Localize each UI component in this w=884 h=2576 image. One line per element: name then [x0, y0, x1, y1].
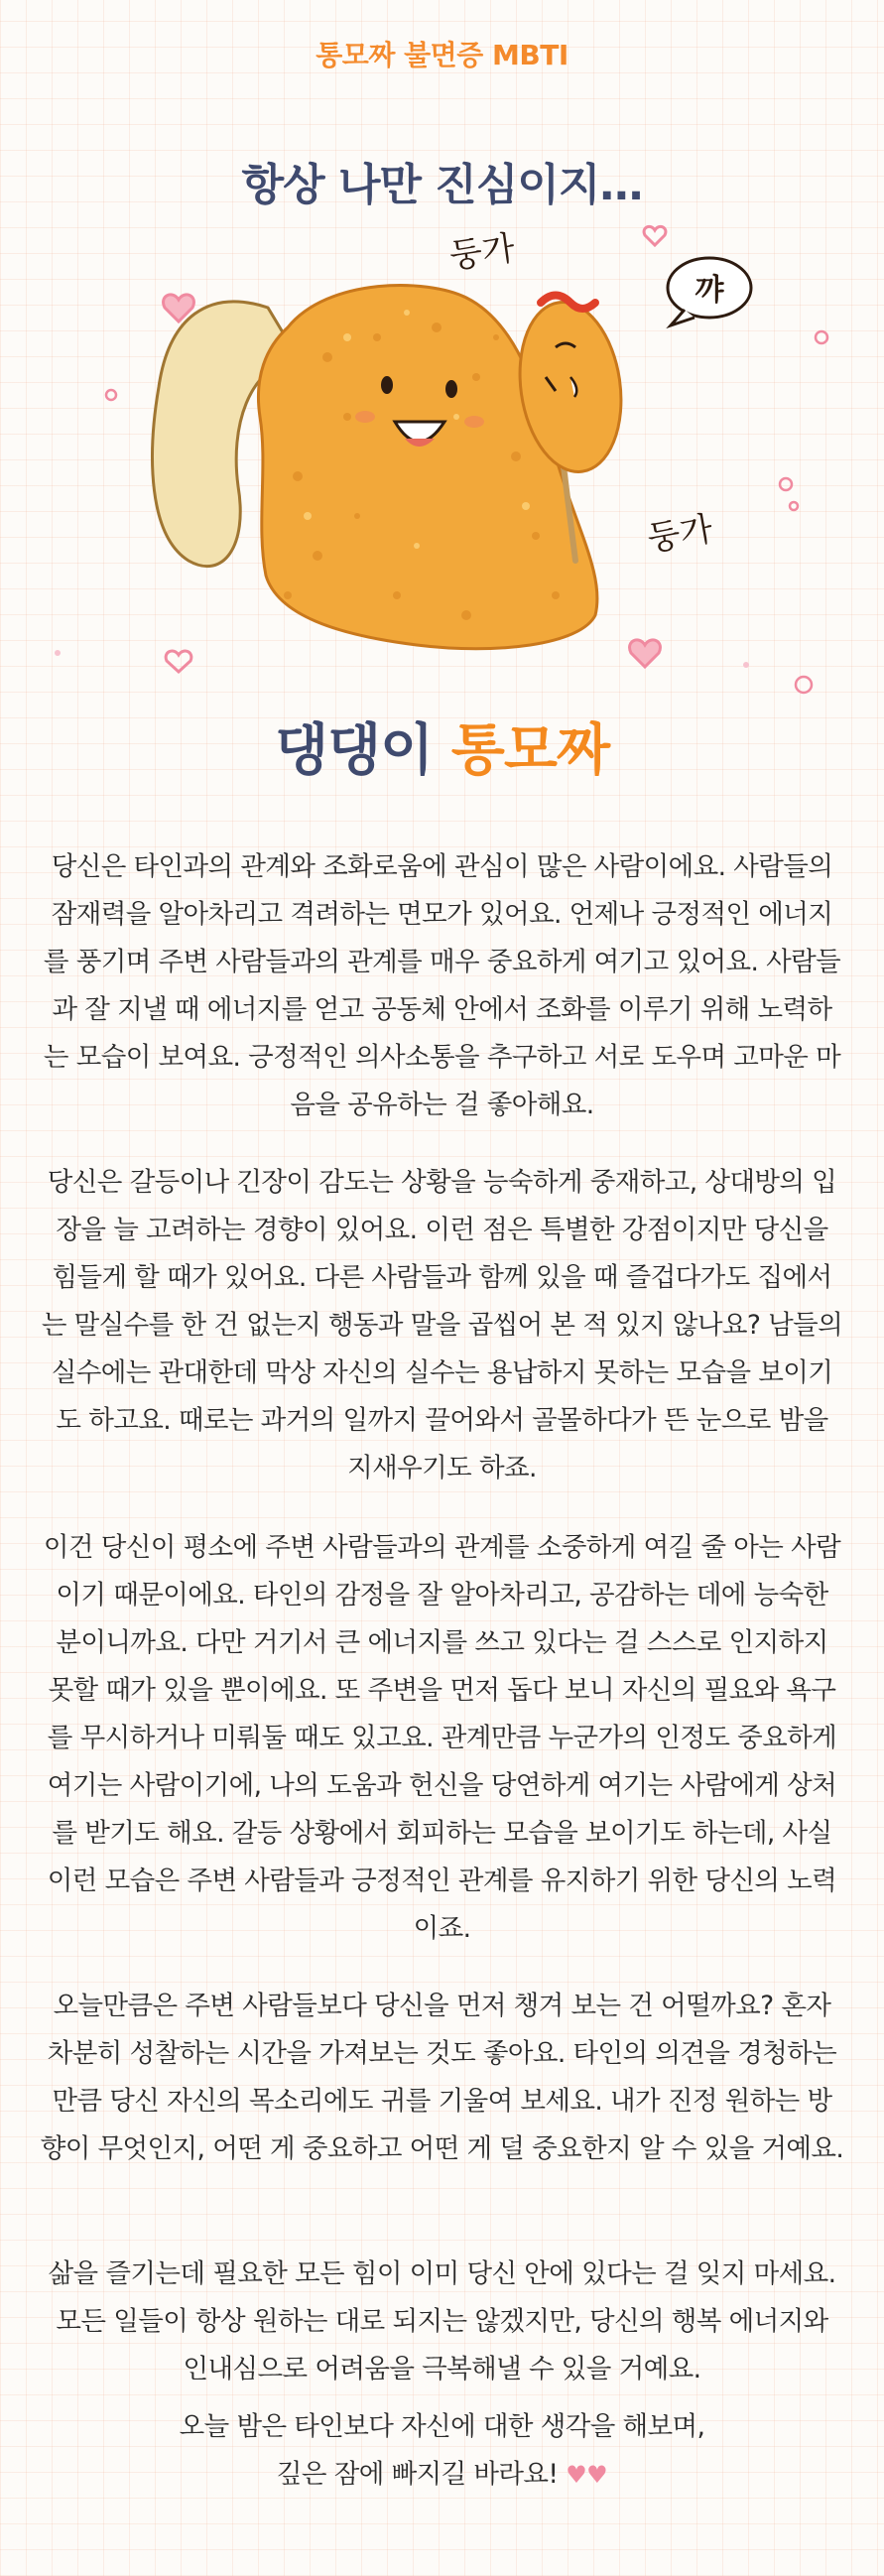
hearts-icon: ♥♥	[566, 2461, 608, 2489]
sfx-left: 둥가	[446, 228, 518, 277]
result-title	[0, 707, 884, 786]
hero-illustration	[0, 218, 884, 695]
sparkle-icon	[743, 662, 749, 668]
paragraph-3: 이건 당신이 평소에 주변 사람들과의 관계를 소중하게 여길 줄 아는 사람이기 때문이에요. 타인의 감정을 잘 알아차리고, 공감하는 데에 능숙한 분이니까요. 다만 거기서 큰 에너지를 쓰고 있다는 걸 스스로 인지하지 못할 때가 있을 뿐이에요. 또 주변을 먼저 돕다 보니 자신의 필요와 욕구를 무시하거나 미뤄둘 때도 있고요. 관계만큼 누군가의 인정도 중요하게 여기는 사람이기에, 나의 도움과 헌신을 당연하게 여기는 사람에게 상처를 받기도 해요. 갈등 상황에서 회피하는 모습을 보이기도 하는데, 사실 이런 모습은 주변 사람들과 긍정적인 관계를 유지하기 위한 당신의 노력이죠.	[43, 1532, 841, 1944]
paragraph-6-line-2-text: 깊은 잠에 빠지길 바라요!	[276, 2459, 559, 2490]
bubble-icon	[816, 331, 827, 343]
bubble-icon	[780, 478, 792, 490]
sparkle-icon	[55, 650, 61, 656]
headline: 항상 나만 진심이지…	[241, 160, 643, 210]
result-type: 통모짜	[450, 718, 610, 783]
paragraph-6-line-1: 오늘 밤은 타인보다 자신에 대한 생각을 해보며,	[179, 2411, 705, 2442]
paragraph-2: 당신은 갈등이나 긴장이 감도는 상황을 능숙하게 중재하고, 상대방의 입장을 늘 고려하는 경향이 있어요. 이런 점은 특별한 강점이지만 당신을 힘들게 할 때가 있어요. 다른 사람들과 함께 있을 때 즐겁다가도 집에서는 말실수를 한 건 없는지 행동과 말을 곱씹어 본 적 있지 않나요? 남들의 실수에는 관대한데 막상 자신의 실수는 용납하지 못하는 모습을 보이기도 하고요. 때로는 과거의 일까지 끌어와서 골몰하다가 뜬 눈으로 밤을 지새우기도 하죠.	[41, 1167, 843, 1483]
paragraph-6-line-2	[40, 2451, 844, 2499]
heart-icon	[644, 226, 666, 245]
bubble-icon	[796, 677, 812, 693]
result-prefix: 댕댕이	[274, 718, 434, 783]
sfx-right: 둥가	[644, 509, 716, 560]
heart-icon	[166, 651, 191, 672]
paragraph-4: 오늘만큼은 주변 사람들보다 당신을 먼저 챙겨 보는 건 어떨까요? 혼자 차분히 성찰하는 시간을 가져보는 것도 좋아요. 타인의 의견을 경청하는 만큼 당신 자신의 목소리에도 귀를 기울여 보세요. 내가 진정 원하는 방향이 무엇인지, 어떤 게 중요하고 어떤 게 덜 중요한지 알 수 있을 거예요.	[40, 1991, 844, 2164]
speech-text: 꺄	[695, 273, 724, 308]
paragraph-6	[40, 2403, 844, 2499]
paragraph-1: 당신은 타인과의 관계와 조화로움에 관심이 많은 사람이에요. 사람들의 잠재력을 알아차리고 격려하는 면모가 있어요. 언제나 긍정적인 에너지를 풍기며 주변 사람들과의 관계를 매우 중요하게 여기고 있어요. 사람들과 잘 지낼 때 에너지를 얻고 공동체 안에서 조화를 이루기 위해 노력하는 모습이 보여요. 긍정적인 의사소통을 추구하고 서로 도우며 고마운 마음을 공유하는 걸 좋아해요.	[43, 851, 841, 1120]
heart-icon	[630, 640, 661, 667]
bubble-icon	[790, 502, 798, 510]
header-tag: 통모짜 불면증 MBTI	[316, 39, 568, 71]
bubble-icon	[106, 390, 116, 400]
speech-bubble	[668, 258, 751, 325]
paragraph-5: 삶을 즐기는데 필요한 모든 힘이 이미 당신 안에 있다는 걸 잊지 마세요. 모든 일들이 항상 원하는 대로 되지는 않겠지만, 당신의 행복 에너지와 인내심으로 어려움을 극복해낼 수 있을 거예요.	[48, 2258, 836, 2384]
